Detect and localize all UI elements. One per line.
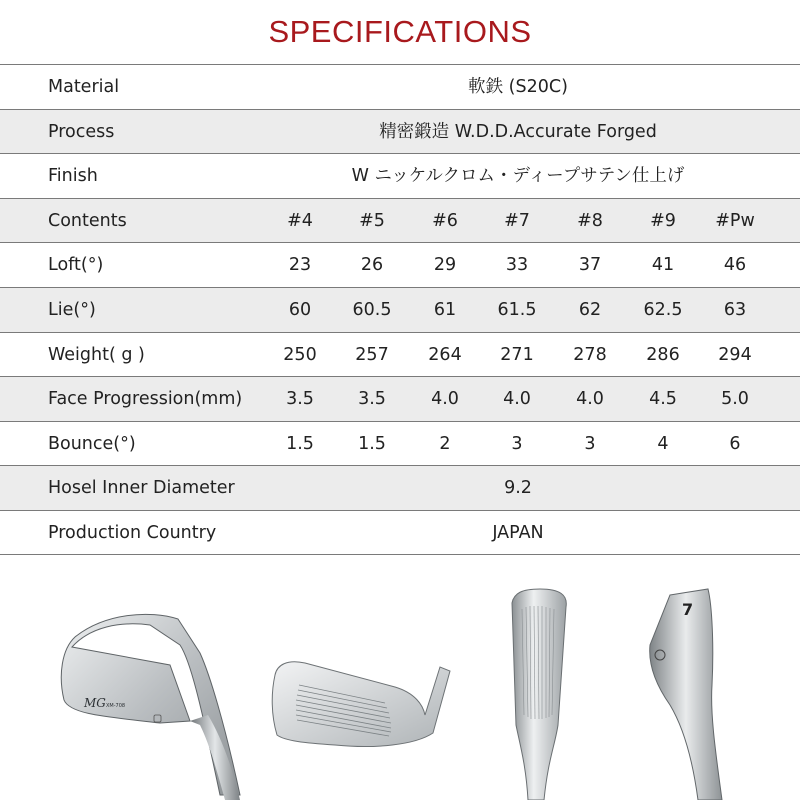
spec-cell: 23 [288, 255, 312, 276]
page-title: SPECIFICATIONS [268, 14, 532, 49]
spec-cell: 3 [584, 433, 596, 454]
spec-row-face-progression [0, 376, 800, 421]
spec-label: Loft(°) [48, 255, 104, 276]
toe-number-text: 7 [682, 600, 694, 619]
spec-cell: 250 [283, 344, 317, 365]
spec-cell: #8 [577, 210, 603, 231]
spec-cell: 3.5 [358, 389, 386, 410]
brand-logo-text: MG [84, 696, 106, 710]
spec-cell: 41 [651, 255, 675, 276]
spec-cell: 5.0 [721, 389, 749, 410]
spec-row-bounce [0, 421, 800, 466]
spec-label: Contents [48, 210, 127, 231]
iron-back-photo [50, 605, 250, 800]
spec-row-material [0, 64, 800, 109]
iron-address-photo [500, 585, 580, 800]
spec-label: Weight( g ) [48, 344, 145, 365]
spec-row-lie [0, 287, 800, 332]
spec-label: Hosel Inner Diameter [48, 478, 235, 499]
spec-label: Production Country [48, 522, 217, 543]
spec-cell: 60.5 [352, 299, 392, 320]
spec-label: Finish [48, 166, 98, 187]
spec-cell: 257 [355, 344, 389, 365]
spec-table [0, 64, 800, 555]
spec-cell: 63 [723, 299, 747, 320]
spec-label: Face Progression(mm) [48, 389, 243, 410]
spec-cell: 60 [288, 299, 312, 320]
spec-cell: #9 [650, 210, 676, 231]
spec-cell: 1.5 [358, 433, 386, 454]
iron-toe-photo [620, 585, 740, 800]
spec-cell: 4.0 [576, 389, 604, 410]
spec-cell: 6 [729, 433, 741, 454]
spec-value: JAPAN [492, 522, 544, 543]
spec-cell: 3.5 [286, 389, 314, 410]
spec-row-process [0, 109, 800, 154]
spec-value: 9.2 [504, 478, 532, 499]
spec-row-country [0, 510, 800, 555]
spec-cell: 33 [505, 255, 529, 276]
spec-cell: #5 [359, 210, 385, 231]
spec-cell: 294 [718, 344, 752, 365]
spec-cell: 26 [360, 255, 384, 276]
spec-cell: 4.0 [431, 389, 459, 410]
spec-value: 軟鉄 (S20C) [468, 77, 568, 97]
spec-row-finish [0, 153, 800, 198]
spec-cell: 3 [511, 433, 523, 454]
spec-cell: 62 [578, 299, 602, 320]
spec-cell: 278 [573, 344, 607, 365]
spec-label: Bounce(°) [48, 433, 136, 454]
spec-cell: 2 [439, 433, 451, 454]
spec-cell: #6 [432, 210, 458, 231]
spec-cell: 29 [433, 255, 457, 276]
spec-row-hosel [0, 465, 800, 510]
spec-cell: 271 [500, 344, 534, 365]
spec-cell: 286 [646, 344, 680, 365]
spec-cell: 61 [433, 299, 457, 320]
spec-label: Material [48, 77, 120, 97]
spec-cell: #Pw [715, 210, 755, 231]
spec-cell: 46 [723, 255, 747, 276]
spec-row-contents [0, 198, 800, 243]
spec-row-weight [0, 332, 800, 377]
spec-cell: 4 [657, 433, 669, 454]
spec-label: Process [48, 121, 115, 142]
spec-cell: #7 [504, 210, 530, 231]
spec-value: W ニッケルクロム・ディープサテン仕上げ [351, 166, 685, 187]
spec-cell: 37 [578, 255, 602, 276]
spec-cell: 62.5 [643, 299, 683, 320]
spec-cell: 1.5 [286, 433, 314, 454]
spec-cell: #4 [287, 210, 313, 231]
product-photos [0, 575, 800, 800]
spec-label: Lie(°) [48, 299, 96, 320]
model-text: XM-708 [106, 703, 126, 709]
spec-cell: 264 [428, 344, 462, 365]
spec-cell: 4.0 [503, 389, 531, 410]
spec-value: 精密鍛造 W.D.D.Accurate Forged [379, 121, 657, 142]
spec-cell: 4.5 [649, 389, 677, 410]
iron-face-photo [265, 645, 455, 755]
spec-row-loft [0, 242, 800, 287]
spec-cell: 61.5 [497, 299, 537, 320]
